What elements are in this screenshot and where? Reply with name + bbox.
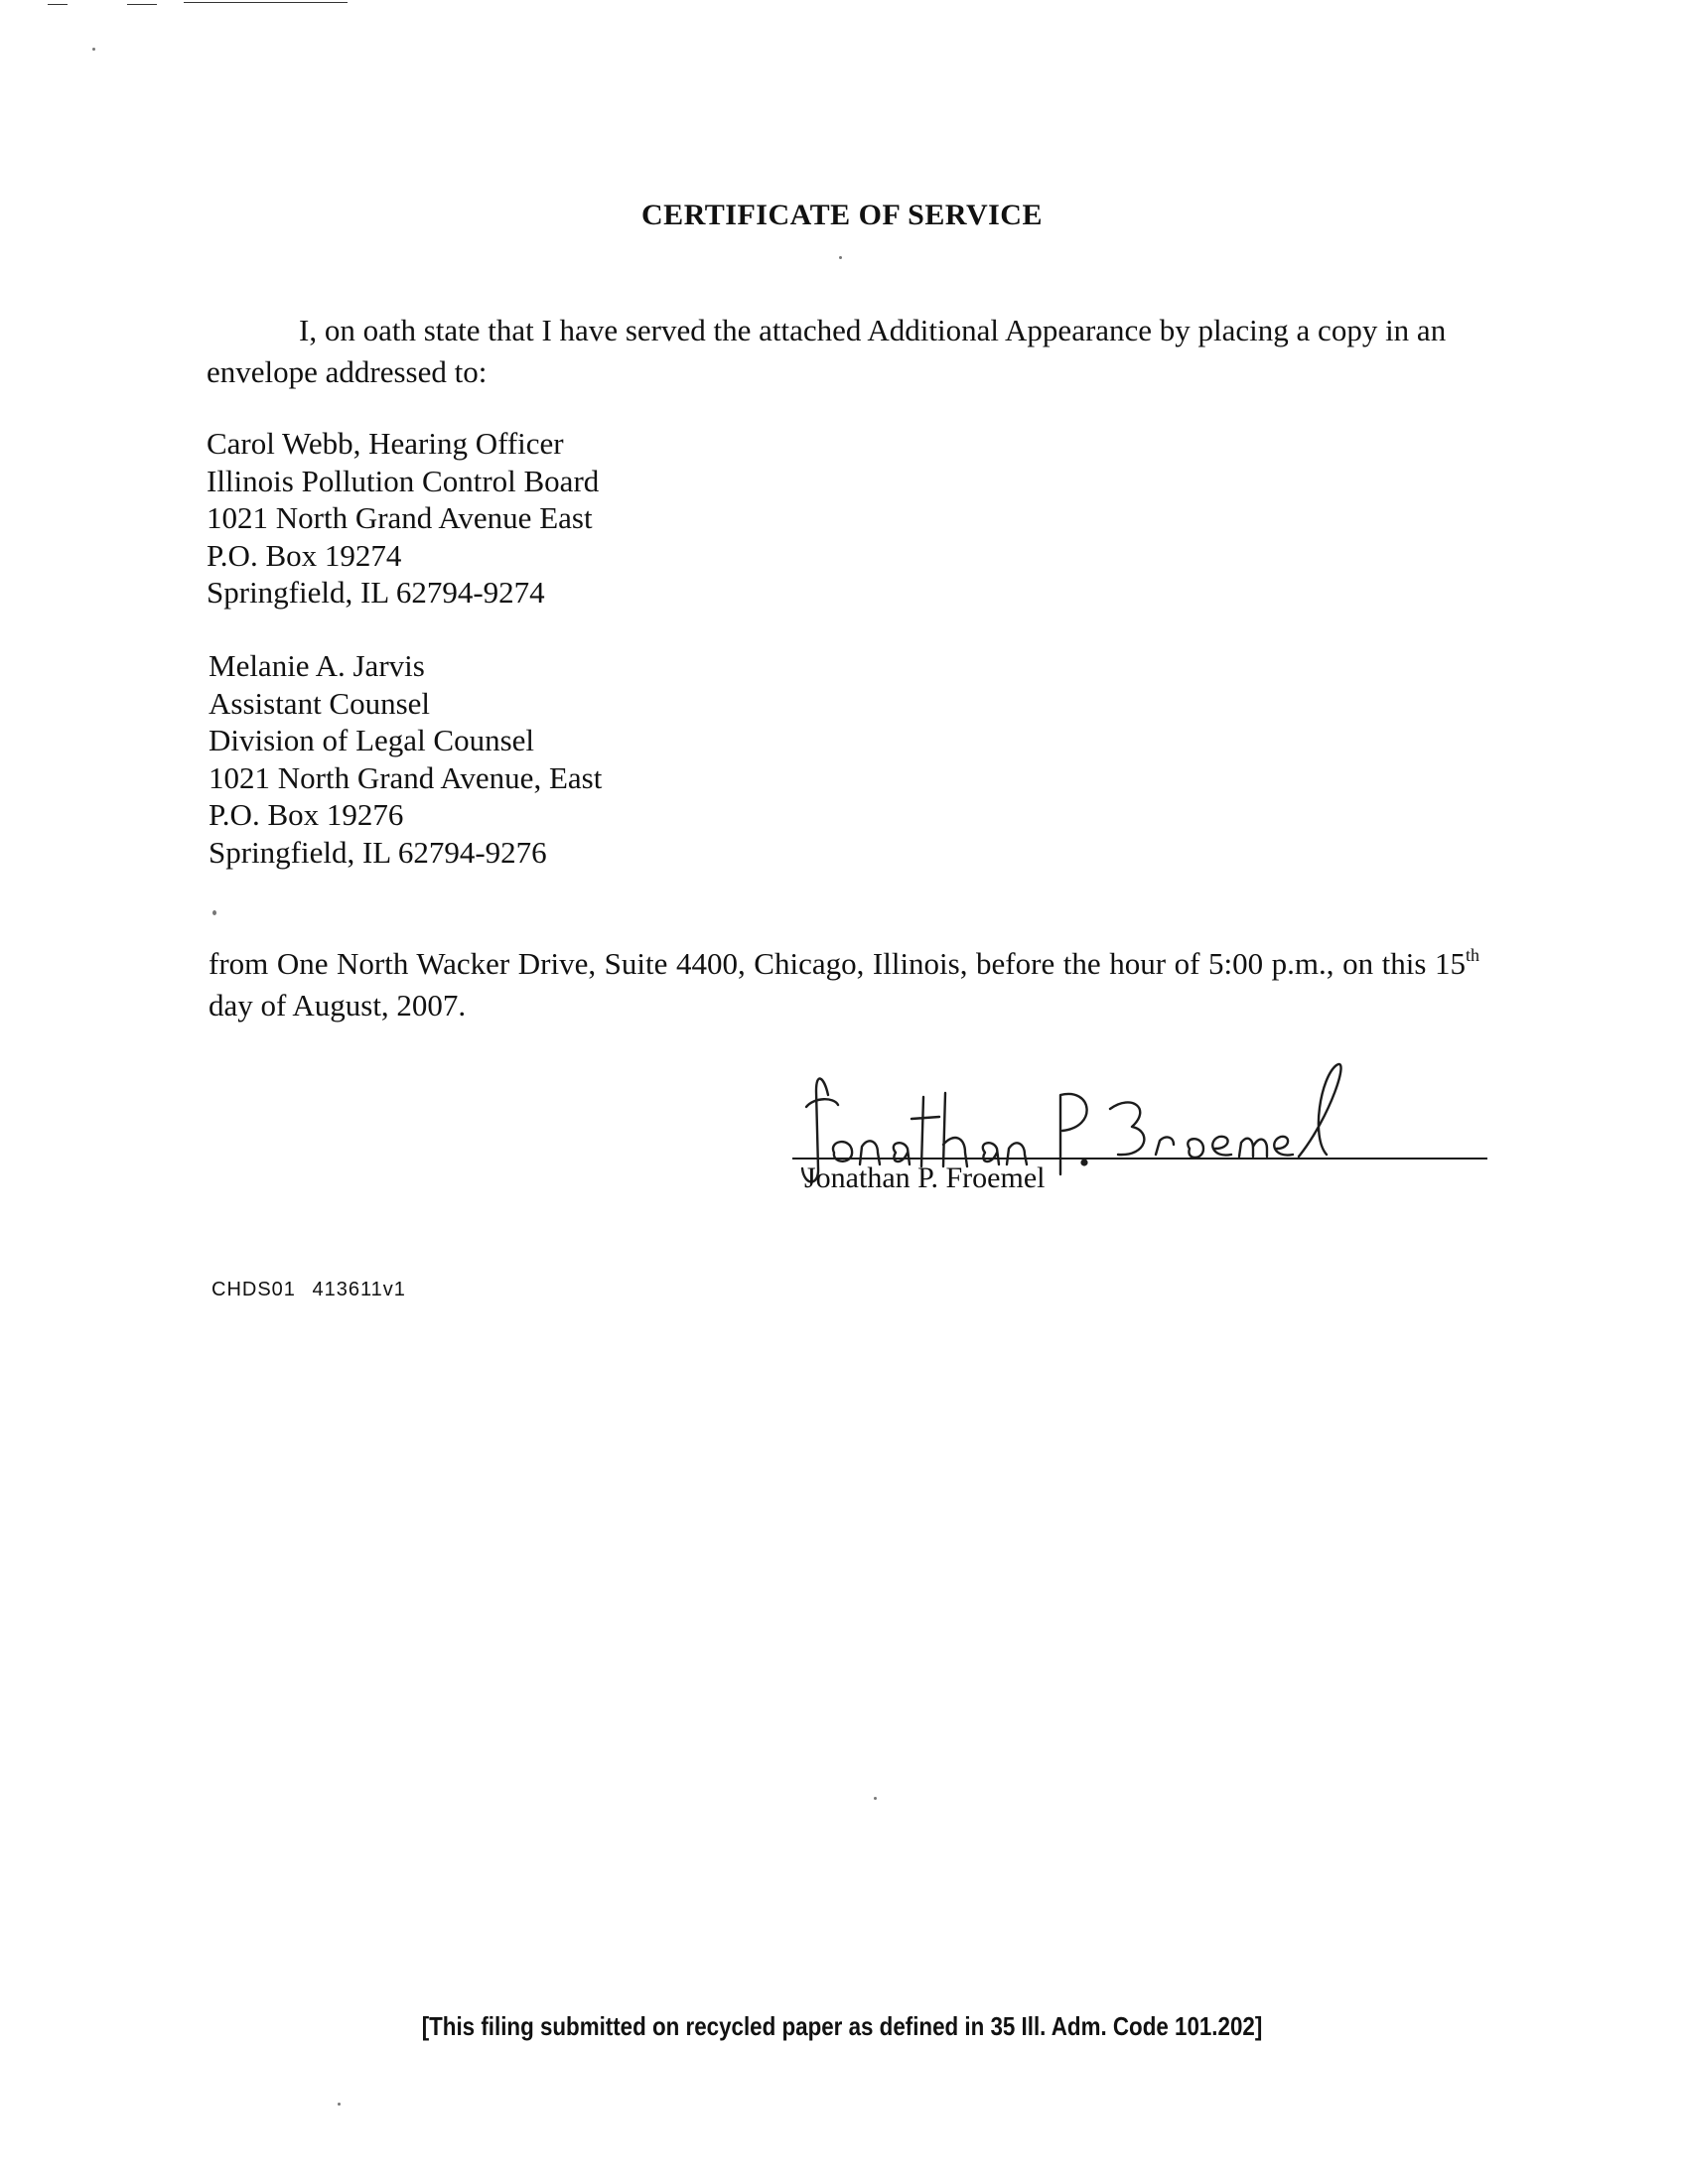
scan-artifact-speck (874, 1797, 877, 1800)
document-title: CERTIFICATE OF SERVICE (641, 199, 1043, 231)
service-location-date (209, 943, 1479, 1026)
scan-artifact-line (184, 2, 348, 3)
service-statement-text: I, on oath state that I have served the attached Additional Appearance by placing a copy in an envelope addressed to: (207, 313, 1447, 389)
closing-text: from One North Wacker Drive, Suite 4400, Chicago, Illinois, before the hour of 5:00 p.m., on this 15 (209, 946, 1466, 981)
signer-name: Jonathan P. Froemel (804, 1161, 1046, 1194)
address-line: Carol Webb, Hearing Officer (207, 426, 564, 461)
scan-artifact-line (48, 4, 68, 5)
address-line: P.O. Box 19276 (209, 797, 404, 832)
address-line: Springfield, IL 62794-9276 (209, 834, 547, 870)
scan-artifact-speck (212, 910, 216, 915)
scan-artifact-speck (839, 256, 842, 259)
scan-artifact-speck (92, 48, 95, 51)
address-line: Illinois Pollution Control Board (207, 463, 600, 498)
recipient-address-block (209, 647, 602, 871)
address-line: Melanie A. Jarvis (209, 648, 425, 683)
service-statement (207, 310, 1497, 393)
recycled-paper-notice: [This filing submitted on recycled paper as defined in 35 Ill. Adm. Code 101.202] (421, 2011, 1263, 2041)
address-line: Division of Legal Counsel (209, 723, 535, 757)
address-line: 1021 North Grand Avenue East (207, 500, 593, 535)
recipient-address-block (207, 425, 599, 612)
address-line: 1021 North Grand Avenue, East (209, 759, 603, 795)
scan-artifact-line (127, 4, 157, 5)
document-id: CHDS01 413611v1 (211, 1279, 406, 1300)
closing-date-text: day of August, 2007. (209, 988, 467, 1023)
signature-line (792, 1158, 1487, 1160)
day-ordinal-suffix: th (1465, 944, 1479, 965)
scan-artifact-speck (338, 2103, 341, 2106)
address-line: Assistant Counsel (209, 685, 431, 721)
address-line: P.O. Box 19274 (207, 537, 402, 573)
address-line: Springfield, IL 62794-9274 (207, 575, 545, 610)
